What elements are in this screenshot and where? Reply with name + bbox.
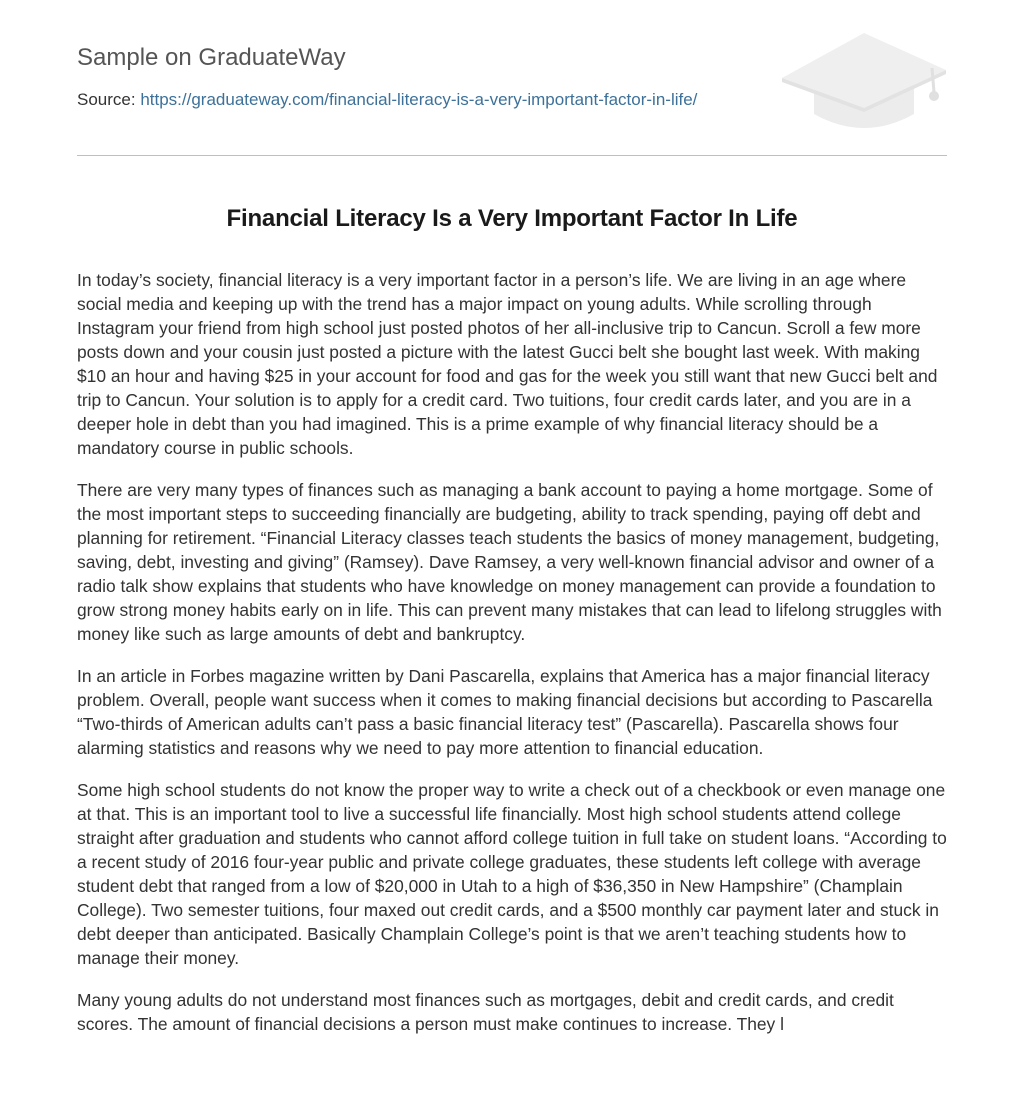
source-line bbox=[77, 90, 697, 110]
graduation-cap-icon bbox=[782, 30, 947, 132]
page-header bbox=[77, 0, 947, 156]
paragraph: In an article in Forbes magazine written by Dani Pascarella, explains that America has a major financial literacy problem. Overall, people want success when it comes to making financial decisions but according to Pascarella “Two-thirds of American adults can’t pass a basic financial literacy test” (Pascarella). Pascarella shows four alarming statistics and reasons why we need to pay more attention to financial education. bbox=[77, 666, 933, 758]
site-title: Sample on GraduateWay bbox=[77, 44, 346, 71]
document-title: Financial Literacy Is a Very Important Factor In Life bbox=[226, 205, 798, 232]
document-body bbox=[77, 268, 947, 1048]
paragraph: There are very many types of finances such as managing a bank account to paying a home mortgage. Some of the most important steps to succeeding financially are budgeting, ability to track spending, paying off debt and planning for retirement. “Financial Literacy classes teach students the basics of money management, budgeting, saving, debt, investing and giving” (Ramsey). Dave Ramsey, a very well-known financial advisor and owner of a radio talk show explains that students who have knowledge on money management can provide a foundation to grow strong money habits early on in life. This can prevent many mistakes that can lead to lifelong struggles with money like such as large amounts of debt and bankruptcy. bbox=[77, 480, 942, 644]
source-link[interactable]: https://graduateway.com/financial-literacy-is-a-very-important-factor-in-life/ bbox=[140, 90, 698, 109]
paragraph: In today’s society, financial literacy is a very important factor in a person’s life. We are living in an age where social media and keeping up with the trend has a major impact on young adults. While scrolling through Instagram your friend from high school just posted photos of her all-inclusive trip to Cancun. Scroll a few more posts down and your cousin just posted a picture with the latest Gucci belt she bought last week. With making $10 an hour and having $25 in your account for food and gas for the week you still want that new Gucci belt and trip to Cancun. Your solution is to apply for a credit card. Two tuitions, four credit cards later, and you are in a deeper hole in debt than you had imagined. This is a prime example of why financial literacy should be a mandatory course in public schools. bbox=[77, 270, 938, 458]
header-divider bbox=[77, 155, 947, 156]
paragraph: Some high school students do not know the proper way to write a check out of a checkbook or even manage one at that. This is an important tool to live a successful life financially. Most high school students attend college straight after graduation and students who cannot afford college tuition in full take on student loans. “According to a recent study of 2016 four-year public and private college graduates, these students left college with average student debt that ranged from a low of $20,000 in Utah to a high of $36,350 in New Hampshire” (Champlain College). Two semester tuitions, four maxed out credit cards, and a $500 monthly car payment later and stuck in debt deeper than anticipated. Basically Champlain College’s point is that we aren’t teaching students how to manage their money. bbox=[77, 780, 947, 968]
paragraph: Many young adults do not understand most finances such as mortgages, debit and credit cards, and credit scores. The amount of financial decisions a person must make continues to increase. They l bbox=[77, 990, 894, 1034]
source-label: Source: bbox=[77, 90, 141, 109]
